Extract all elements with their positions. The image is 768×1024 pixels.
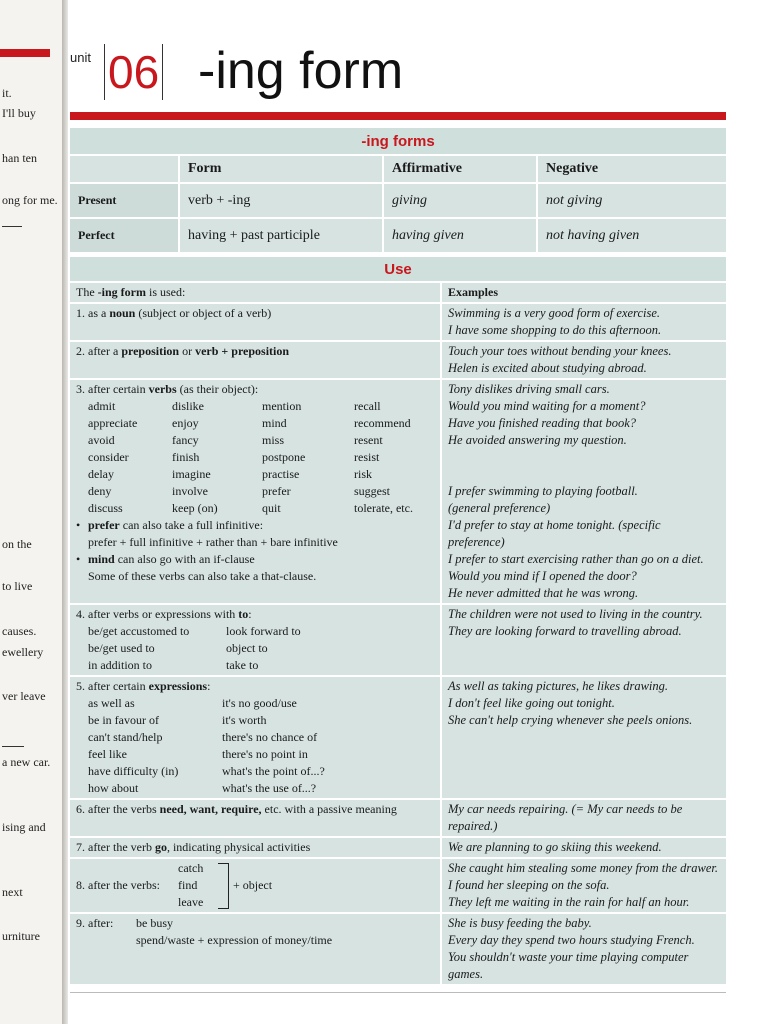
verb-item: risk — [354, 467, 372, 481]
verb-item: fancy — [172, 433, 199, 447]
rule-bold: prefer — [88, 518, 120, 532]
rule-text: 9. after: — [76, 916, 114, 930]
grammar-page — [68, 0, 768, 1024]
example-sentence: I found her sleeping on the sofa. — [448, 878, 610, 892]
row-label: Perfect — [70, 218, 179, 252]
rule-cell — [70, 858, 441, 913]
table-row — [70, 858, 726, 913]
rule-cell — [70, 799, 441, 837]
left-answer-line — [2, 746, 24, 747]
table-row — [70, 913, 726, 984]
expression-item: look forward to — [226, 624, 301, 638]
example-sentence: Every day they spend two hours studying French. — [448, 933, 695, 947]
verb-item: suggest — [354, 484, 390, 498]
left-fragment: a new car. — [2, 755, 51, 769]
left-fragment: han ten — [2, 151, 37, 165]
after-list — [76, 915, 434, 949]
intro-bold: -ing form — [97, 285, 146, 299]
intro-cell — [70, 283, 441, 303]
rule-text-end: , indicating physical activities — [166, 840, 311, 854]
examples-cell — [441, 858, 726, 913]
left-fragment: causes. — [2, 624, 37, 638]
expression-item: be in favour of — [88, 713, 159, 727]
verb-item: deny — [88, 484, 112, 498]
examples-cell — [441, 341, 726, 379]
left-answer-line — [2, 226, 22, 227]
rule-heading — [76, 606, 434, 623]
expression-list — [76, 695, 434, 797]
examples-cell — [441, 303, 726, 341]
spacer — [76, 932, 136, 949]
examples-cell — [441, 799, 726, 837]
intro-text: The — [76, 285, 98, 299]
example-sentence: Swimming is a very good form of exercise. — [448, 306, 660, 320]
verb-item: keep (on) — [172, 501, 218, 515]
negative-cell: not having given — [546, 228, 640, 243]
verb-item: mention — [262, 399, 302, 413]
examples-cell — [441, 913, 726, 984]
left-fragment: ewellery — [2, 645, 44, 659]
spacer — [448, 449, 720, 483]
rule-text-end: (as their object): — [176, 382, 259, 396]
rule-text-end: (subject or object of a verb) — [135, 306, 272, 320]
example-sentence: You shouldn't waste your time playing computer games. — [448, 950, 689, 981]
example-sentence: She is busy feeding the baby. — [448, 916, 592, 930]
rule-text-end: etc. with a passive meaning — [261, 802, 397, 816]
rule-text-end: : — [248, 607, 252, 621]
rule-text-end: : — [207, 679, 211, 693]
unit-number: 06 — [104, 44, 163, 100]
examples-cell — [441, 379, 726, 604]
examples-cell — [441, 837, 726, 858]
object-label: + object — [233, 878, 273, 892]
table-row — [70, 837, 726, 858]
left-page-margin — [0, 0, 62, 1024]
left-fragment: to live — [2, 579, 33, 593]
table-row — [70, 604, 726, 676]
expression-item: what's the point of...? — [222, 764, 325, 778]
verb-item: resent — [354, 433, 383, 447]
example-sentence: She can't help crying whenever she peels onions. — [448, 713, 693, 727]
row-label: Present — [70, 183, 179, 218]
rule-cell — [70, 341, 441, 379]
rule-cell — [70, 913, 441, 984]
ing-forms-table — [70, 128, 726, 252]
expression-item: have difficulty (in) — [88, 764, 179, 778]
rule-text: 5. after certain — [76, 679, 149, 693]
example-sentence: As well as taking pictures, he likes drawing. — [448, 679, 669, 693]
verb-item: recommend — [354, 416, 411, 430]
rule-text: 2. after a — [76, 344, 122, 358]
verb-item: avoid — [88, 433, 115, 447]
example-sentence: Helen is excited about studying abroad. — [448, 361, 647, 375]
forms-header-row — [70, 156, 726, 183]
left-fragment: ong for me. — [2, 193, 58, 207]
rule-text: 3. after certain — [76, 382, 149, 396]
that-clause-note: Some of these verbs can also take a that-clause. — [88, 569, 317, 583]
rule-heading — [76, 381, 434, 398]
example-sentence: (general preference) — [448, 501, 551, 515]
forms-header-form: Form — [179, 156, 383, 183]
affirmative-cell: giving — [383, 183, 537, 218]
left-fragment: on the — [2, 537, 32, 551]
expression-item: there's no point in — [222, 747, 308, 761]
verb-item: appreciate — [88, 416, 138, 430]
left-fragment: it. — [2, 86, 12, 100]
table-row — [70, 218, 726, 252]
rule-bold: mind — [88, 552, 115, 566]
expression-item: be/get used to — [88, 641, 155, 655]
verb-item: discuss — [88, 501, 123, 515]
example-sentence: She caught him stealing some money from the drawer. — [448, 861, 718, 875]
verb-item: miss — [262, 433, 285, 447]
left-fragment: next — [2, 885, 23, 899]
catch-find-leave — [76, 860, 434, 911]
expression-list — [76, 623, 434, 674]
verb-item: tolerate, etc. — [354, 501, 413, 515]
table-row — [70, 799, 726, 837]
prefer-formula: prefer + full infinitive + rather than + bare infinitive — [88, 535, 338, 549]
example-sentence: My car needs repairing. (= My car needs to be repaired.) — [448, 802, 683, 833]
title-red-rule — [70, 112, 726, 120]
verb-item: dislike — [172, 399, 204, 413]
rule-bold: verb + preposition — [195, 344, 290, 358]
expression-item: in addition to — [88, 658, 152, 672]
intro-text-end: is used: — [145, 285, 186, 299]
table-row — [70, 341, 726, 379]
expression-item: can't stand/help — [88, 730, 163, 744]
expression-item: it's no good/use — [222, 696, 297, 710]
table-row — [70, 303, 726, 341]
expression-item: how about — [88, 781, 139, 795]
prefer-note — [76, 517, 434, 534]
example-sentence: Would you mind if I opened the door? — [448, 569, 637, 583]
table-row — [70, 379, 726, 604]
expression-item: it's worth — [222, 713, 267, 727]
rule-text: 7. after the verb — [76, 840, 155, 854]
rule-cell — [70, 379, 441, 604]
example-sentence: He avoided answering my question. — [448, 433, 627, 447]
example-sentence: I'd prefer to stay at home tonight. (specific preference) — [448, 518, 661, 549]
expression-item: take to — [226, 658, 259, 672]
expression-item: be busy — [136, 916, 173, 930]
rule-text: 8. after the verbs: — [76, 878, 160, 892]
rule-cell — [70, 303, 441, 341]
use-table — [70, 257, 726, 984]
forms-header-affirmative: Affirmative — [383, 156, 537, 183]
verb-item: quit — [262, 501, 281, 515]
rule-bold: verbs — [148, 382, 177, 396]
forms-header-negative: Negative — [537, 156, 726, 183]
rule-text: 6. after the verbs — [76, 802, 160, 816]
expression-item: as well as — [88, 696, 135, 710]
example-sentence: Would you mind waiting for a moment? — [448, 399, 646, 413]
left-page-red-rule — [0, 49, 50, 57]
rule-text: can also go with an if-clause — [114, 552, 255, 566]
example-sentence: I prefer swimming to playing football. — [448, 484, 638, 498]
left-fragment: urniture — [2, 929, 40, 943]
verb-item: admit — [88, 399, 116, 413]
left-fragment: ver leave — [2, 689, 46, 703]
page-bottom-edge — [70, 992, 726, 993]
example-sentence: Tony dislikes driving small cars. — [448, 382, 610, 396]
rule-text-mid: or — [179, 344, 196, 358]
expression-item: spend/waste + expression of money/time — [136, 933, 333, 947]
bracket-icon — [218, 863, 229, 909]
example-sentence: I have some shopping to do this afternoon. — [448, 323, 662, 337]
verb-list — [76, 398, 434, 517]
examples-cell — [441, 676, 726, 799]
verb-item: finish — [172, 450, 200, 464]
left-fragment: ising and — [2, 820, 46, 834]
form-cell: having + past participle — [179, 218, 383, 252]
expression-item: object to — [226, 641, 268, 655]
mind-note — [76, 551, 434, 568]
example-sentence: Touch your toes without bending your knees. — [448, 344, 672, 358]
verb-item: delay — [88, 467, 114, 481]
verb-item: practise — [262, 467, 300, 481]
rule-text: 4. after verbs or expressions with — [76, 607, 239, 621]
unit-label: unit — [70, 50, 91, 65]
affirmative-cell: having given — [383, 218, 537, 252]
expression-item: what's the use of...? — [222, 781, 317, 795]
verb-item: involve — [172, 484, 208, 498]
table-row — [70, 183, 726, 218]
example-sentence: They are looking forward to travelling abroad. — [448, 624, 682, 638]
rule-cell — [70, 604, 441, 676]
example-sentence: I prefer to start exercising rather than go on a diet. — [448, 552, 704, 566]
expression-item: feel like — [88, 747, 127, 761]
rule-cell — [70, 837, 441, 858]
negative-cell: not giving — [537, 183, 726, 218]
verb-item: enjoy — [172, 416, 199, 430]
expression-item: be/get accustomed to — [88, 624, 190, 638]
rule-text: 1. as a — [76, 306, 110, 320]
verb-item: consider — [88, 450, 129, 464]
example-sentence: The children were not used to living in the country. — [448, 607, 703, 621]
verb-item: mind — [262, 416, 287, 430]
verb-item: recall — [354, 399, 381, 413]
rule-text: can also take a full infinitive: — [119, 518, 264, 532]
rule-bold: need, want, require, — [159, 802, 262, 816]
form-cell: verb + -ing — [179, 183, 383, 218]
example-sentence: Have you finished reading that book? — [448, 416, 637, 430]
left-fragment: I'll buy — [2, 106, 36, 120]
rule-cell — [70, 676, 441, 799]
rule-bold: to — [238, 607, 249, 621]
table-row — [70, 676, 726, 799]
examples-cell — [441, 604, 726, 676]
example-sentence: They left me waiting in the rain for half an hour. — [448, 895, 690, 909]
rule-bold: go — [154, 840, 167, 854]
examples-header: Examples — [441, 283, 726, 303]
use-header-row — [70, 283, 726, 303]
expression-item: there's no chance of — [222, 730, 318, 744]
verb-item: catch — [178, 861, 204, 875]
verb-item: imagine — [172, 467, 211, 481]
verb-item: prefer — [262, 484, 291, 498]
verb-item: leave — [178, 895, 204, 909]
verb-item: resist — [354, 450, 380, 464]
example-sentence: He never admitted that he was wrong. — [448, 586, 639, 600]
rule-bold: preposition — [121, 344, 180, 358]
forms-header-blank — [70, 156, 179, 183]
bullet-icon: • — [76, 518, 81, 532]
forms-banner: -ing forms — [70, 128, 726, 156]
verb-stack — [174, 860, 218, 911]
verb-item: find — [178, 878, 198, 892]
rule-bold: noun — [109, 306, 136, 320]
rule-heading — [76, 678, 434, 695]
example-sentence: We are planning to go skiing this weekend. — [448, 840, 662, 854]
example-sentence: I don't feel like going out tonight. — [448, 696, 615, 710]
use-banner: Use — [70, 257, 726, 283]
rule-bold: expressions — [148, 679, 208, 693]
page-title: -ing form — [198, 42, 404, 100]
verb-item: postpone — [262, 450, 306, 464]
bullet-icon: • — [76, 552, 81, 566]
